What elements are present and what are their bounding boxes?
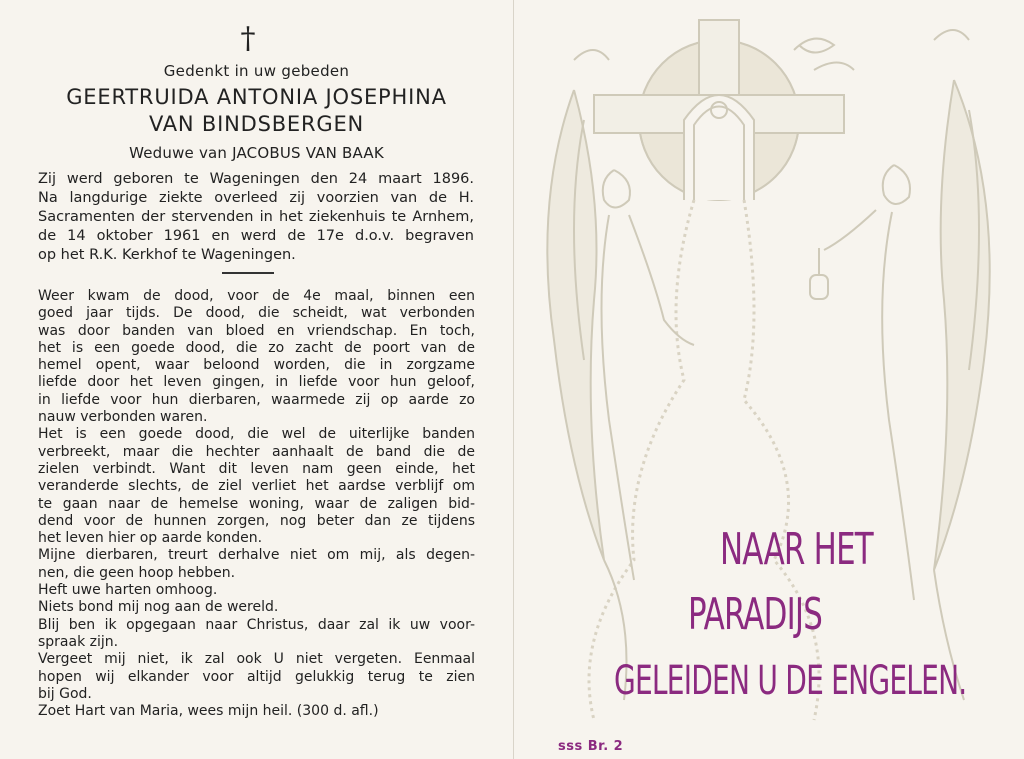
memorial-text-line: het leven hier op aarde konden. xyxy=(38,530,263,547)
deceased-name-line1: GEERTRUIDA ANTONIA JOSEPHINA xyxy=(66,85,447,109)
widow-of-line: Weduwe van JACOBUS VAN BAAK xyxy=(129,144,384,162)
memorial-text-line: Weer kwam de dood, voor de 4e maal, binnen een xyxy=(38,288,475,304)
memorial-text-line: veranderde slechts, de ziel verliet het aardse verblijf om xyxy=(38,478,475,495)
memorial-text-line: was door banden van bloed en vriendschap. En toch, xyxy=(38,322,475,339)
memorial-text-line: zielen verbindt. Want dit leven nam geen einde, het xyxy=(38,460,475,477)
memorial-text-line: bij God. xyxy=(38,685,92,702)
motto-line2: PARADIJS xyxy=(688,589,823,640)
deceased-name-line2: VAN BINDSBERGEN xyxy=(148,112,365,136)
bio-line: Zij werd geboren te Wageningen den 24 maart 1896. xyxy=(38,171,474,187)
bio-line: op het R.K. Kerkhof te Wageningen. xyxy=(38,247,296,263)
motto-line1: NAAR HET xyxy=(720,524,873,575)
memorial-text xyxy=(38,288,475,720)
memorial-text-line: Niets bond mij nog aan de wereld. xyxy=(38,599,279,616)
memorial-text-line: te gaan naar de hemelse woning, waar de zaligen bid- xyxy=(38,495,475,512)
memorial-text-line: spraak zijn. xyxy=(38,633,119,650)
memorial-text-line: nen, die geen hoop hebben. xyxy=(38,564,236,581)
separator-rule xyxy=(222,272,274,274)
memorial-text-line: Vergeet mij niet, ik zal ook U niet vergeten. Eenmaal xyxy=(38,651,475,668)
printer-mark: sss Br. 2 xyxy=(558,739,624,754)
bio-line: Na langdurige ziekte overleed zij voorzien van de H. xyxy=(38,190,474,206)
angels-illustration xyxy=(514,0,1024,759)
image-panel xyxy=(514,0,1024,759)
memorial-text-line: Mijne dierbaren, treurt derhalve niet om mij, als degen- xyxy=(38,547,475,564)
memorial-text-line: het is een goede dood, die zo zacht de poort van de xyxy=(38,339,475,356)
memorial-text-line: Zoet Hart van Maria, wees mijn heil. (300 d. afl.) xyxy=(38,703,379,720)
memorial-text-line: hemel opent, waar beloond worden, die in zorgzame xyxy=(38,357,475,374)
memorial-text-line: hopen wij elkander voor altijd gelukkig terug te zien xyxy=(38,668,475,685)
memorial-text-line: liefde door het leven gingen, in liefde voor hun geloof, xyxy=(38,374,475,391)
biography xyxy=(38,170,474,265)
memorial-text-line: goed jaar tijds. De dood, die scheidt, wat verbonden xyxy=(38,305,475,322)
memorial-text-line: in liefde voor hun dierbaren, waarmede zij op aarde zo xyxy=(38,391,475,408)
intro-line: Gedenkt in uw gebeden xyxy=(163,62,350,80)
memorial-text-line: nauw verbonden waren. xyxy=(38,409,208,426)
memorial-text-line: Het is een goede dood, die wel de uiterlijke banden xyxy=(38,426,475,443)
bio-line: Sacramenten der stervenden in het ziekenhuis te Arnhem, xyxy=(38,209,474,225)
memorial-text-line: dend voor de hunnen zorgen, nog beter dan ze tijdens xyxy=(38,512,475,529)
motto-line3: GELEIDEN U DE ENGELEN. xyxy=(614,658,967,704)
cross-icon: † xyxy=(240,21,256,56)
memorial-text-line: Blij ben ik opgegaan naar Christus, daar zal ik uw voor- xyxy=(38,616,475,633)
memorial-text-line: verbreekt, maar die hechter aanhaalt de band die de xyxy=(38,443,475,460)
memorial-text-line: Heft uwe harten omhoog. xyxy=(38,582,218,599)
bio-line: de 14 oktober 1961 en werd de 17e d.o.v. begraven xyxy=(38,228,474,244)
